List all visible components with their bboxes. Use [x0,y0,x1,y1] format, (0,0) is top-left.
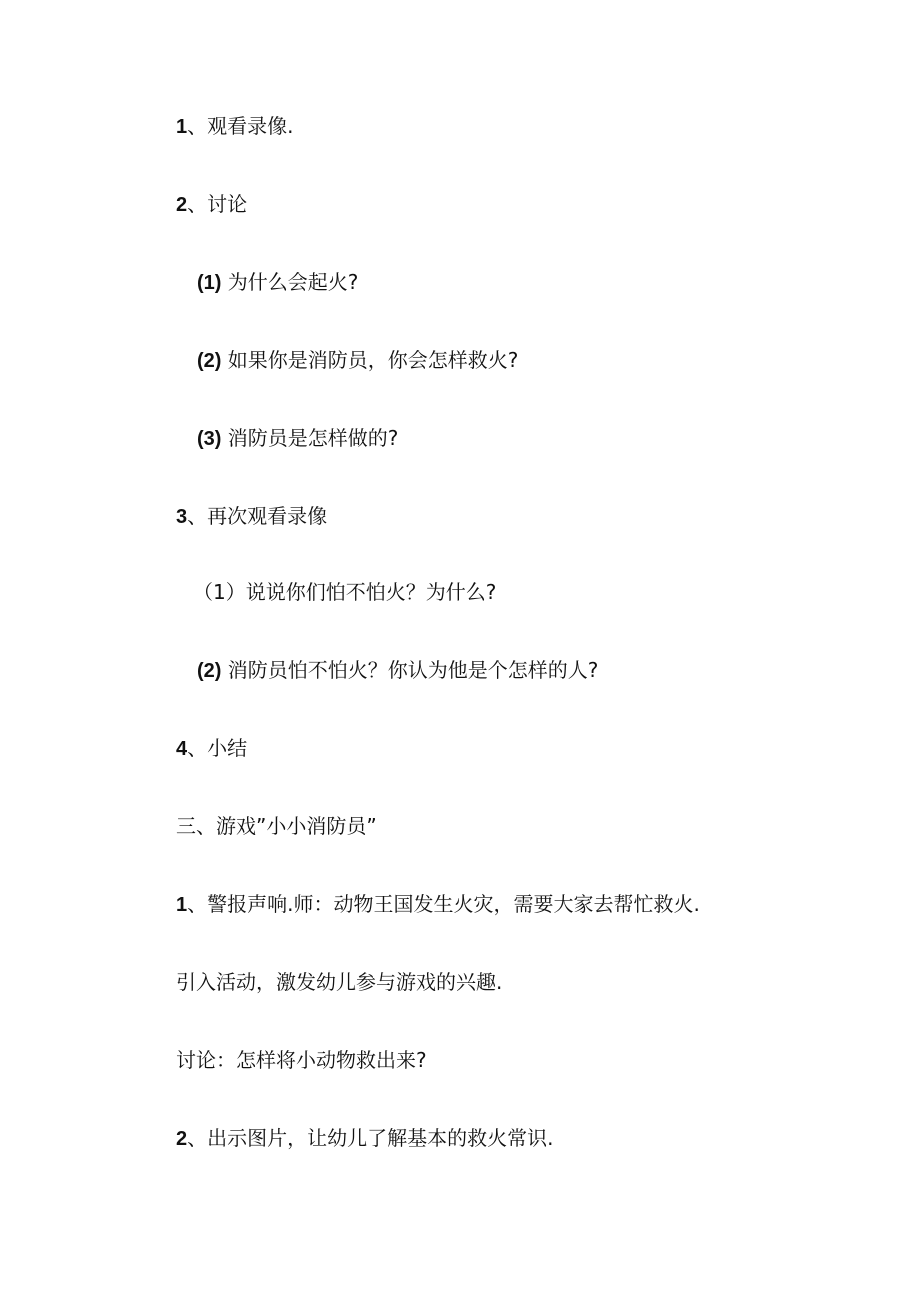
sub-item-2-3 [197,424,398,453]
item-number: 2 [176,194,188,216]
sub-item-3-1 [193,578,496,606]
section-heading [176,812,377,840]
item-number: 1 [176,116,188,138]
item-number: 1 [176,894,188,916]
item-number: (2) [197,660,222,682]
paragraph-intro [176,968,502,996]
item-text: 消防员是怎样做的? [221,426,399,450]
item-text: 三、游戏”小小消防员” [176,814,377,838]
item-text: 如果你是消防员，你会怎样救火? [221,348,519,372]
item-number: (1) [197,272,222,294]
sub-item-2-1 [197,268,358,297]
item-number: （1） [193,580,246,604]
item-number: 3 [176,506,188,528]
item-text: 引入活动，激发幼儿参与游戏的兴趣. [176,970,503,994]
item-text: 讨论：怎样将小动物救出来? [176,1048,427,1072]
item-number: 4 [176,738,188,760]
list-item-2 [176,190,247,219]
sub-item-3-2 [197,656,598,685]
item-text: 、小结 [187,736,248,760]
item-text: 、出示图片，让幼儿了解基本的救火常识. [187,1126,554,1150]
item-text: 、观看录像. [187,114,294,138]
list-item-game-2 [176,1124,553,1153]
item-number: 2 [176,1128,188,1150]
item-text: 消防员怕不怕火？你认为他是个怎样的人? [221,658,599,682]
list-item-1 [176,112,293,141]
list-item-3 [176,502,327,531]
item-text: 说说你们怕不怕火？为什么? [245,580,497,604]
item-text: 、警报声响.师：动物王国发生火灾，需要大家去帮忙救火. [187,892,700,916]
item-text: 为什么会起火? [221,270,359,294]
item-number: (3) [197,428,222,450]
list-item-game-1 [176,890,700,919]
item-number: (2) [197,350,222,372]
sub-item-2-2 [197,346,518,375]
item-text: 、讨论 [187,192,248,216]
item-text: 、再次观看录像 [187,504,328,528]
paragraph-discussion [176,1046,427,1074]
list-item-4 [176,734,247,763]
